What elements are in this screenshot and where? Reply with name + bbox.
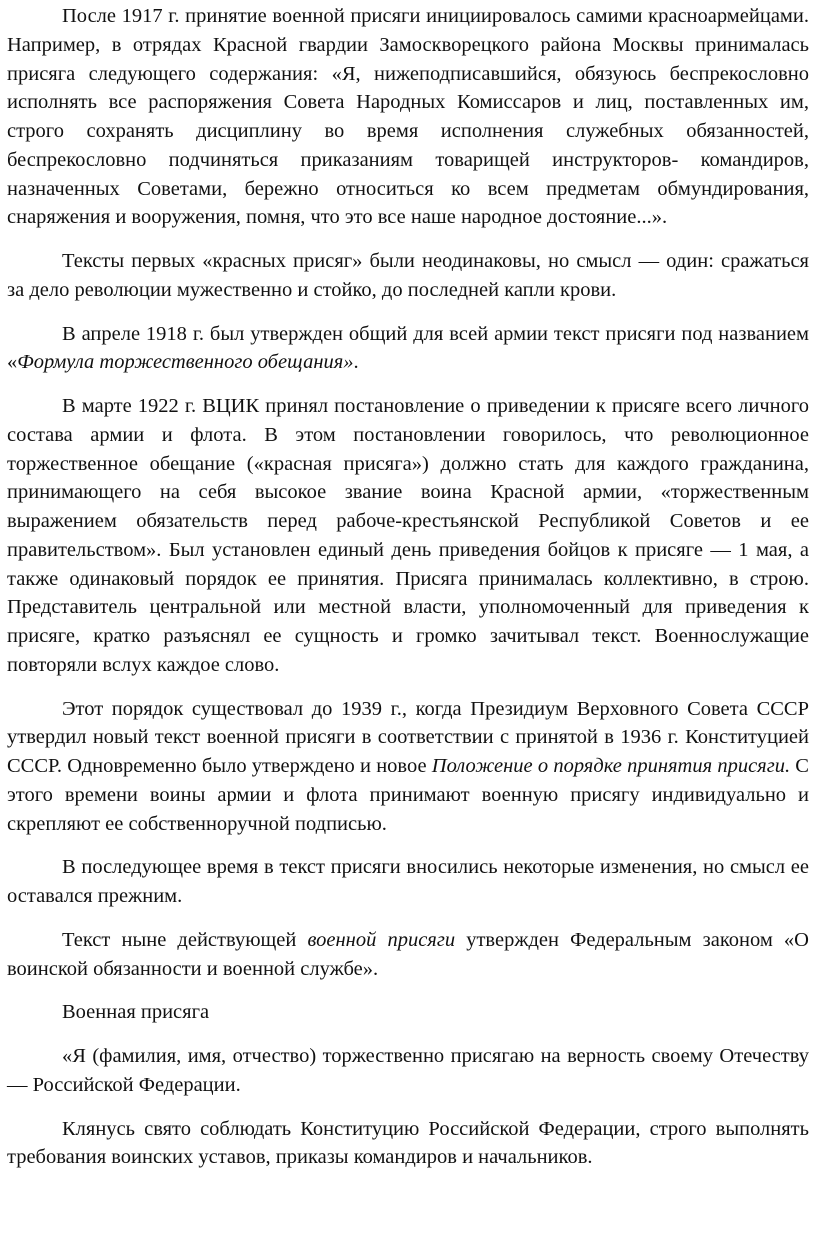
paragraph-text: Этот порядок существовал до 1939 г., когда Президиум Верховного Совета СССР утвердил новый текст военной присяги в соответствии с принятой в 1936 г. Конституцией СССР. Одновременно было утверждено и новое bbox=[7, 697, 809, 777]
paragraph-text: В последующее время в текст присяги вносились некоторые изменения, но смысл ее оставался прежним. bbox=[7, 856, 809, 907]
paragraph-text: С этого времени воины армии и флота принимают военную присягу индивидуально и скрепляют ее собственноручной подписью. bbox=[7, 755, 809, 835]
paragraph-text: Тексты первых «красных присяг» были неодинаковы, но смысл — один: сражаться за дело революции мужественно и стойко, до последней капли крови. bbox=[7, 250, 809, 301]
paragraph-text: Текст ныне действующей bbox=[62, 928, 308, 951]
paragraph-text: «Я (фамилия, имя, отчество) торжественно присягаю на верность своему Отечеству — Российской Федерации. bbox=[7, 1045, 809, 1096]
paragraph-1918-formula bbox=[7, 320, 809, 378]
paragraph-red-guard-oath bbox=[7, 2, 809, 232]
paragraph-oath-constitution bbox=[7, 1115, 809, 1173]
paragraph-text: . bbox=[353, 351, 359, 374]
paragraph-first-red-oaths bbox=[7, 247, 809, 305]
document-page bbox=[7, 0, 809, 1172]
paragraph-text: утвержден Федеральным законом «О воинской обязанности и военной службе». bbox=[7, 928, 809, 980]
paragraph-1939-order bbox=[7, 695, 809, 839]
paragraph-text: В марте 1922 г. ВЦИК принял постановление о приведении к присяге всего личного состава армии и флота. В этом постановлении говорилось, что революционное торжественное обещание («красная присяга») должно стать для каждого гражданина, принимающего на себя высокое звание воина Красной армии, «торжественным выражением обязательств перед рабоче-крестьянской Республикой Советов и ее правительством». Был установлен единый день приведения бойцов к присяге — 1 мая, а также одинаковый порядок ее принятия. Присяга принималась коллективно, в строю. Представитель центральной или местной власти, уполномоченный для приведения к присяге, кратко разъяснял ее сущность и громко зачитывал текст. Военнослужащие повторяли вслух каждое слово. bbox=[7, 395, 809, 676]
heading-text: Военная присяга bbox=[62, 1001, 210, 1024]
paragraph-1922-vtsik bbox=[7, 392, 809, 680]
paragraph-oath-allegiance bbox=[7, 1042, 809, 1100]
italic-term: Формула торжественного обещания» bbox=[17, 351, 354, 374]
paragraph-text: После 1917 г. принятие военной присяги инициировалось самими красноармейцами. Например, в отрядах Красной гвардии Замоскворецкого района Москвы принималась присяга следующего содержания: «Я, нижеподписавшийся, обязуюсь беспрекословно исполнять все распоряжения Совета Народных Комиссаров и лиц, поставленных им, строго сохранять дисциплину во время исполнения служебных обязанностей, беспрекословно подчиняться приказаниям товарищей инструкторов- командиров, назначенных Советами, бережно относиться ко всем предметам обмундирования, снаряжения и вооружения, помня, что это все наше народное достояние...». bbox=[7, 5, 809, 229]
paragraph-later-changes bbox=[7, 853, 809, 911]
section-heading-military-oath bbox=[7, 998, 809, 1027]
italic-term: Положение о порядке принятия присяги. bbox=[431, 755, 791, 777]
paragraph-current-law bbox=[7, 926, 809, 984]
paragraph-text: В апреле 1918 г. был утвержден общий для всей армии текст присяги под названием « bbox=[7, 322, 809, 374]
paragraph-text: Клянусь свято соблюдать Конституцию Российской Федерации, строго выполнять требования воинских уставов, приказы командиров и начальников. bbox=[7, 1117, 809, 1169]
italic-term: военной присяги bbox=[307, 928, 456, 951]
